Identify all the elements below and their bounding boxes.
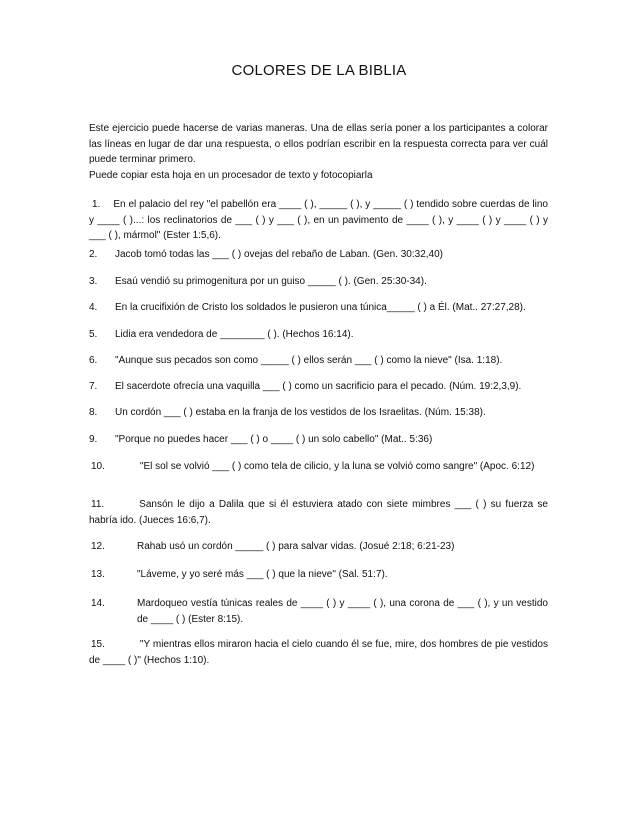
question-number: 14. [91, 598, 105, 609]
question-text: Un cordón ___ ( ) estaba en la franja de los vestidos de los Israelitas. (Núm. 15:38). [115, 407, 486, 418]
question-number: 9. [89, 434, 98, 445]
question-text: Mardoqueo vestía túnicas reales de ____ ( ) y ____ ( ), una corona de ___ ( ), y un vestido de ____ ( ) (Ester 8:15). [137, 598, 548, 625]
question-number: 11. [91, 499, 105, 510]
question-6 [89, 353, 548, 369]
question-11 [89, 497, 548, 528]
question-text: "Y mientras ellos miraron hacia el cielo cuando él se fue, mire, dos hombres de pie vestidos de ____ ( )" (Hechos 1:10). [89, 639, 548, 666]
question-3 [89, 274, 548, 290]
question-4 [89, 300, 548, 316]
question-text: En la crucifixión de Cristo los soldados le pusieron una túnica_____ ( ) a Él. (Mat.. 27:27,28). [115, 302, 526, 313]
question-number: 1. [92, 199, 101, 210]
question-number: 10. [91, 461, 105, 472]
question-10 [89, 459, 548, 475]
question-2 [89, 247, 548, 263]
question-number: 2. [89, 249, 98, 260]
question-number: 5. [89, 329, 98, 340]
page-title: COLORES DE LA BIBLIA [231, 62, 407, 79]
intro-paragraph: Este ejercicio puede hacerse de varias maneras. Una de ellas sería poner a los participantes a colorar las líneas en lugar de dar una respuesta, o ellos podrían escribir en la respuesta correcta para ver cuál puede terminar primero. [89, 123, 548, 166]
question-text: El sacerdote ofrecía una vaquilla ___ ( ) como un sacrificio para el pecado. (Núm. 19:2,3,9). [115, 381, 522, 392]
question-text: "Aunque sus pecados son como _____ ( ) ellos serán ___ ( ) como la nieve" (Isa. 1:18). [115, 355, 503, 366]
question-number: 4. [89, 302, 98, 313]
question-text: Lidia era vendedora de ________ ( ). (Hechos 16:14). [115, 329, 354, 340]
question-number: 12. [91, 541, 105, 552]
question-1 [89, 197, 548, 244]
question-number: 13. [91, 569, 105, 580]
question-text: Jacob tomó todas las ___ ( ) ovejas del rebaño de Laban. (Gen. 30:32,40) [115, 249, 443, 260]
question-text: "El sol se volvió ___ ( ) como tela de cilicio, y la luna se volvió como sangre" (Apoc. 6:12) [139, 461, 535, 472]
question-13 [89, 567, 548, 583]
instruction-paragraph: Puede copiar esta hoja en un procesador de texto y fotocopiarla [89, 170, 373, 181]
question-text: En el palacio del rey "el pabellón era ____ ( ), _____ ( ), y _____ ( ) tendido sobre cuerdas de lino y ____ ( )...: los reclinatorios de ___ ( ) y ___ ( ), en un pavimento de ____ ( ), y ____ ( ) y ____ ( ) y ___ ( ), mármol" (Ester 1:5,6). [89, 199, 548, 242]
question-number: 8. [89, 407, 98, 418]
question-7 [89, 379, 548, 395]
question-text: Rahab usó un cordón _____ ( ) para salvar vidas. (Josué 2:18; 6:21-23) [137, 541, 455, 552]
question-text: Sansón le dijo a Dalila que si él estuviera atado con siete mimbres ___ ( ) su fuerza se habría ido. (Jueces 16:6,7). [89, 499, 548, 526]
question-number: 15. [91, 639, 105, 650]
question-number: 3. [89, 276, 98, 287]
question-14 [89, 596, 548, 627]
question-text: "Porque no puedes hacer ___ ( ) o ____ ( ) un solo cabello" (Mat.. 5:36) [115, 434, 433, 445]
question-8 [89, 405, 548, 421]
question-text: Esaú vendió su primogenitura por un guiso _____ ( ). (Gen. 25:30-34). [115, 276, 427, 287]
question-text: "Láveme, y yo seré más ___ ( ) que la nieve" (Sal. 51:7). [137, 569, 388, 580]
question-number: 6. [89, 355, 98, 366]
question-12 [89, 539, 548, 555]
question-15 [89, 637, 548, 668]
question-9 [89, 432, 548, 448]
question-number: 7. [89, 381, 98, 392]
question-5 [89, 327, 548, 343]
